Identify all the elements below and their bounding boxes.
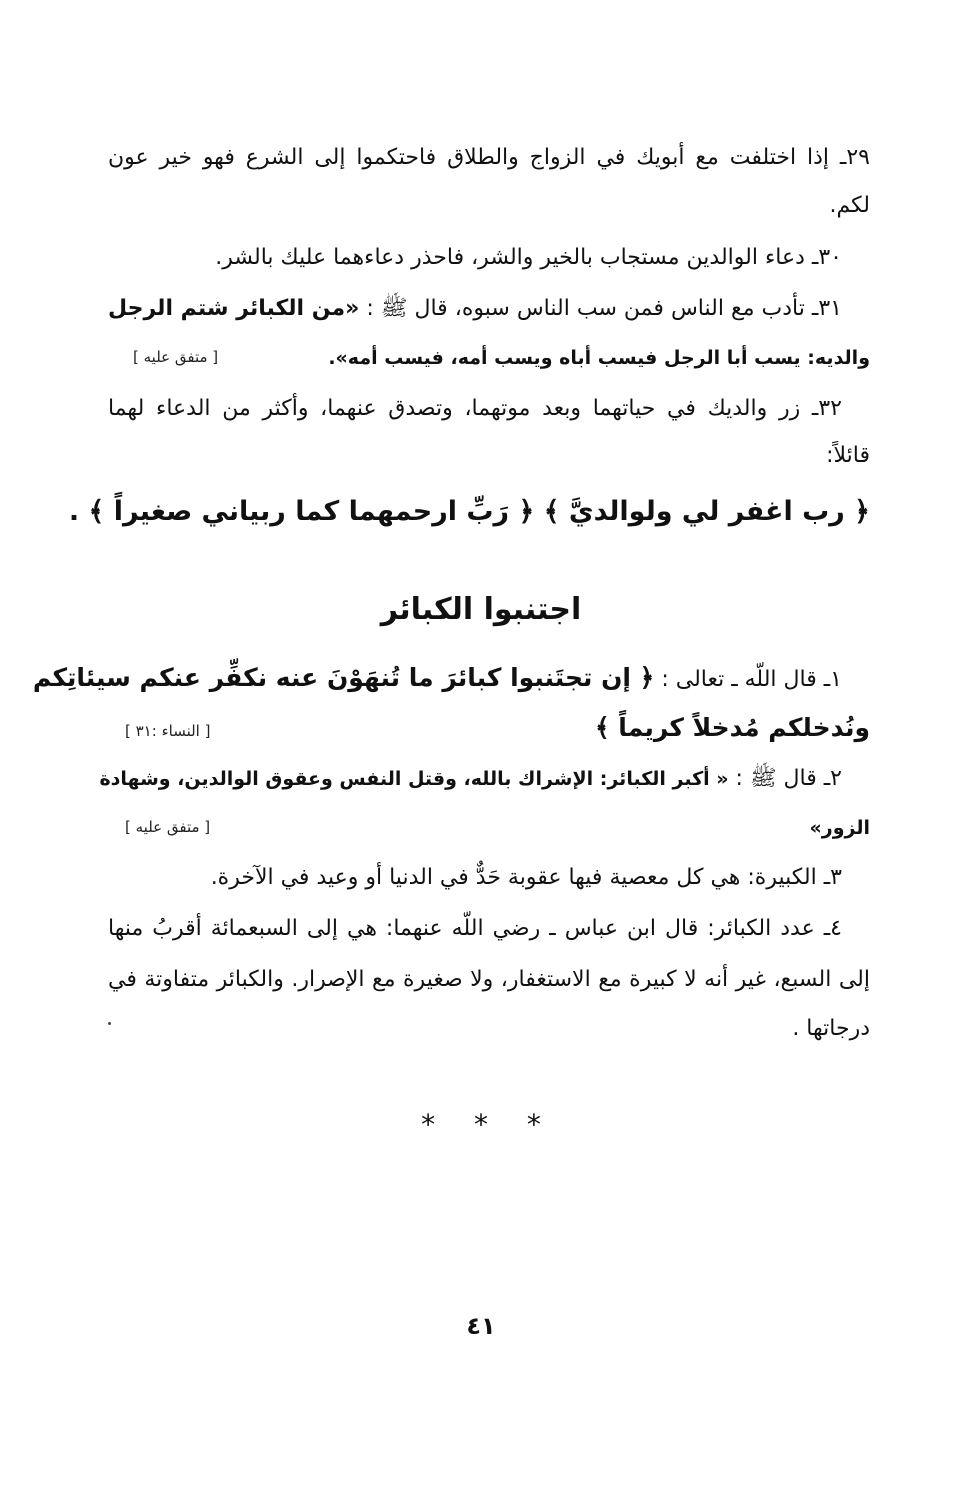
section-separator: * * * <box>421 1108 541 1141</box>
point-2-reference: [ متفق عليه ] <box>125 818 211 836</box>
item-32-verse: ﴿ رب اغفر لي ولوالديَّ ﴾ ﴿ رَبِّ ارحمهما كما ربياني صغيراً ﴾ . <box>68 496 870 527</box>
point-2-line-1 <box>99 763 842 795</box>
point-2-hadith-start: « أكبر الكبائر: الإشراك بالله، وقتل النفس وعقوق الوالدين، وشهادة <box>99 768 729 790</box>
point-1-line-1 <box>32 658 842 698</box>
point-2-line-2: الزور» <box>809 817 870 839</box>
point-1-reference: [ النساء :٣١ ] <box>125 722 211 740</box>
item-32-line-2: قائلاً: <box>826 443 870 468</box>
item-30: ٣٠ـ دعاء الوالدين مستجاب بالخير والشر، فاحذر دعاءهما عليك بالشر. <box>215 245 842 270</box>
point-1-verse-start: ﴿ إن تجتَنبوا كبائرَ ما تُنهَوْنَ عنه نكفِّر عنكم سيئاتِكم <box>32 663 655 692</box>
margin-speck <box>108 1022 111 1025</box>
point-3: ٣ـ الكبيرة: هي كل معصية فيها عقوبة حَدٌّ في الدنيا أو وعيد في الآخرة. <box>210 865 842 890</box>
point-4-line-1: ٤ـ عدد الكبائر: قال ابن عباس ـ رضي اللّه عنهما: هي إلى السبعمائة أقربُ منها <box>108 916 842 941</box>
item-31-line-2: والديه: يسب أبا الرجل فيسب أباه ويسب أمه، فيسب أمه». <box>328 347 870 369</box>
point-4-line-3: درجاتها . <box>792 1016 870 1041</box>
section-heading: اجتنبوا الكبائر <box>380 592 582 627</box>
point-2-text: ٢ـ قال ﷺ : <box>728 766 842 791</box>
point-1-verse-end: ونُدخلكم مُدخلاً كريماً ﴾ <box>594 713 870 742</box>
item-31-hadith-start: «من الكبائر شتم الرجل <box>108 296 360 321</box>
point-1-text: ١ـ قال اللّه ـ تعالى : <box>654 667 842 692</box>
item-29-line-2: لكم. <box>829 193 870 218</box>
item-31-text: ٣١ـ تأدب مع الناس فمن سب الناس سبوه، قال ﷺ : <box>359 296 842 321</box>
item-32-line-1: ٣٢ـ زر والديك في حياتهما وبعد موتهما، وتصدق عنهما، وأكثر من الدعاء لهما <box>108 396 842 421</box>
page-number: ٤١ <box>466 1312 496 1340</box>
item-31-line-1 <box>108 293 842 325</box>
item-29-line-1: ٢٩ـ إذا اختلفت مع أبويك في الزواج والطلاق فاحتكموا إلى الشرع فهو خير عون <box>108 145 870 170</box>
point-4-line-2: إلى السبع، غير أنه لا كبيرة مع الاستغفار، ولا صغيرة مع الإصرار. والكبائر متفاوتة في <box>108 967 870 992</box>
item-31-reference: [ متفق عليه ] <box>133 348 219 366</box>
